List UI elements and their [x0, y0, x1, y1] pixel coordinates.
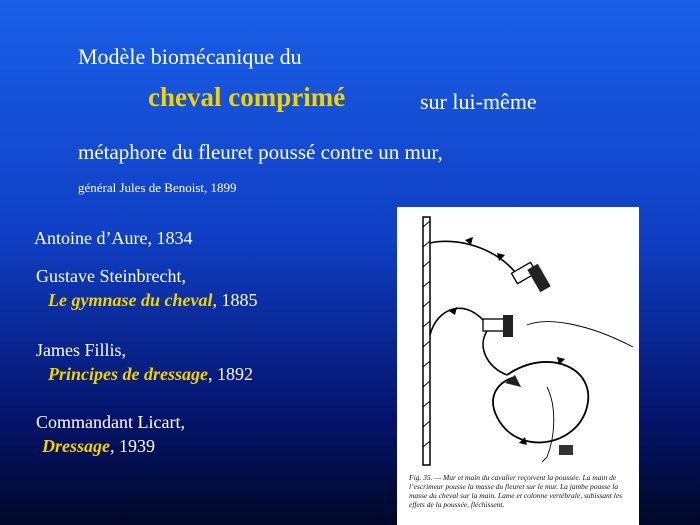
reference-work: Principes de dressage: [48, 364, 208, 384]
reference-author: James Fillis,: [36, 340, 127, 360]
reference-author: Gustave Steinbrecht,: [36, 266, 186, 286]
title-emphasis: cheval comprimé: [148, 82, 346, 112]
hoof-shape: [559, 445, 573, 455]
credit-text: général Jules de Benoist, 1899: [78, 180, 237, 195]
reference-item: [36, 410, 185, 458]
reference-work: Dressage: [42, 436, 110, 456]
figure-caption: Fig. 35. — Mur et main du cavalier reçoivent la poussée. La main de l’escrimeur pousse la masse du fleuret sur le mur. La jambe pousse la masse du cheval sur la main. Lame et colonne vertébrale, subissant les effets de la poussée, fléchissent.: [409, 473, 623, 509]
arrow-icon: [449, 307, 457, 315]
title-line-1: Modèle biomécanique du: [78, 44, 302, 69]
reference-author: Commandant Licart,: [36, 412, 185, 432]
reference-item: [34, 226, 192, 250]
metaphor-text: métaphore du fleuret poussé contre un mur,: [78, 140, 443, 164]
middle-foil-curve: [430, 308, 487, 335]
connecting-curve: [483, 331, 507, 375]
figure-illustration: [397, 207, 639, 525]
reference-item: [36, 338, 253, 386]
reference-year: , 1892: [207, 364, 253, 384]
reference-year: , 1939: [110, 436, 155, 456]
rider-hand-icon: [483, 315, 513, 337]
wall-shape: [423, 217, 430, 465]
horse-back-outline: [527, 322, 633, 347]
reference-author: Antoine d’Aure, 1834: [34, 228, 193, 248]
rider-leg-shape: [505, 375, 521, 387]
title-line-2-rest: sur lui-même: [420, 89, 537, 114]
reference-item: [36, 264, 257, 312]
upper-foil-curve: [430, 241, 519, 277]
horse-leg-outline: [542, 387, 554, 462]
fencer-hand-icon: [511, 262, 550, 292]
reference-year: , 1885: [212, 290, 258, 310]
spine-loop: [493, 362, 588, 443]
reference-work: Le gymnase du cheval: [48, 290, 213, 310]
